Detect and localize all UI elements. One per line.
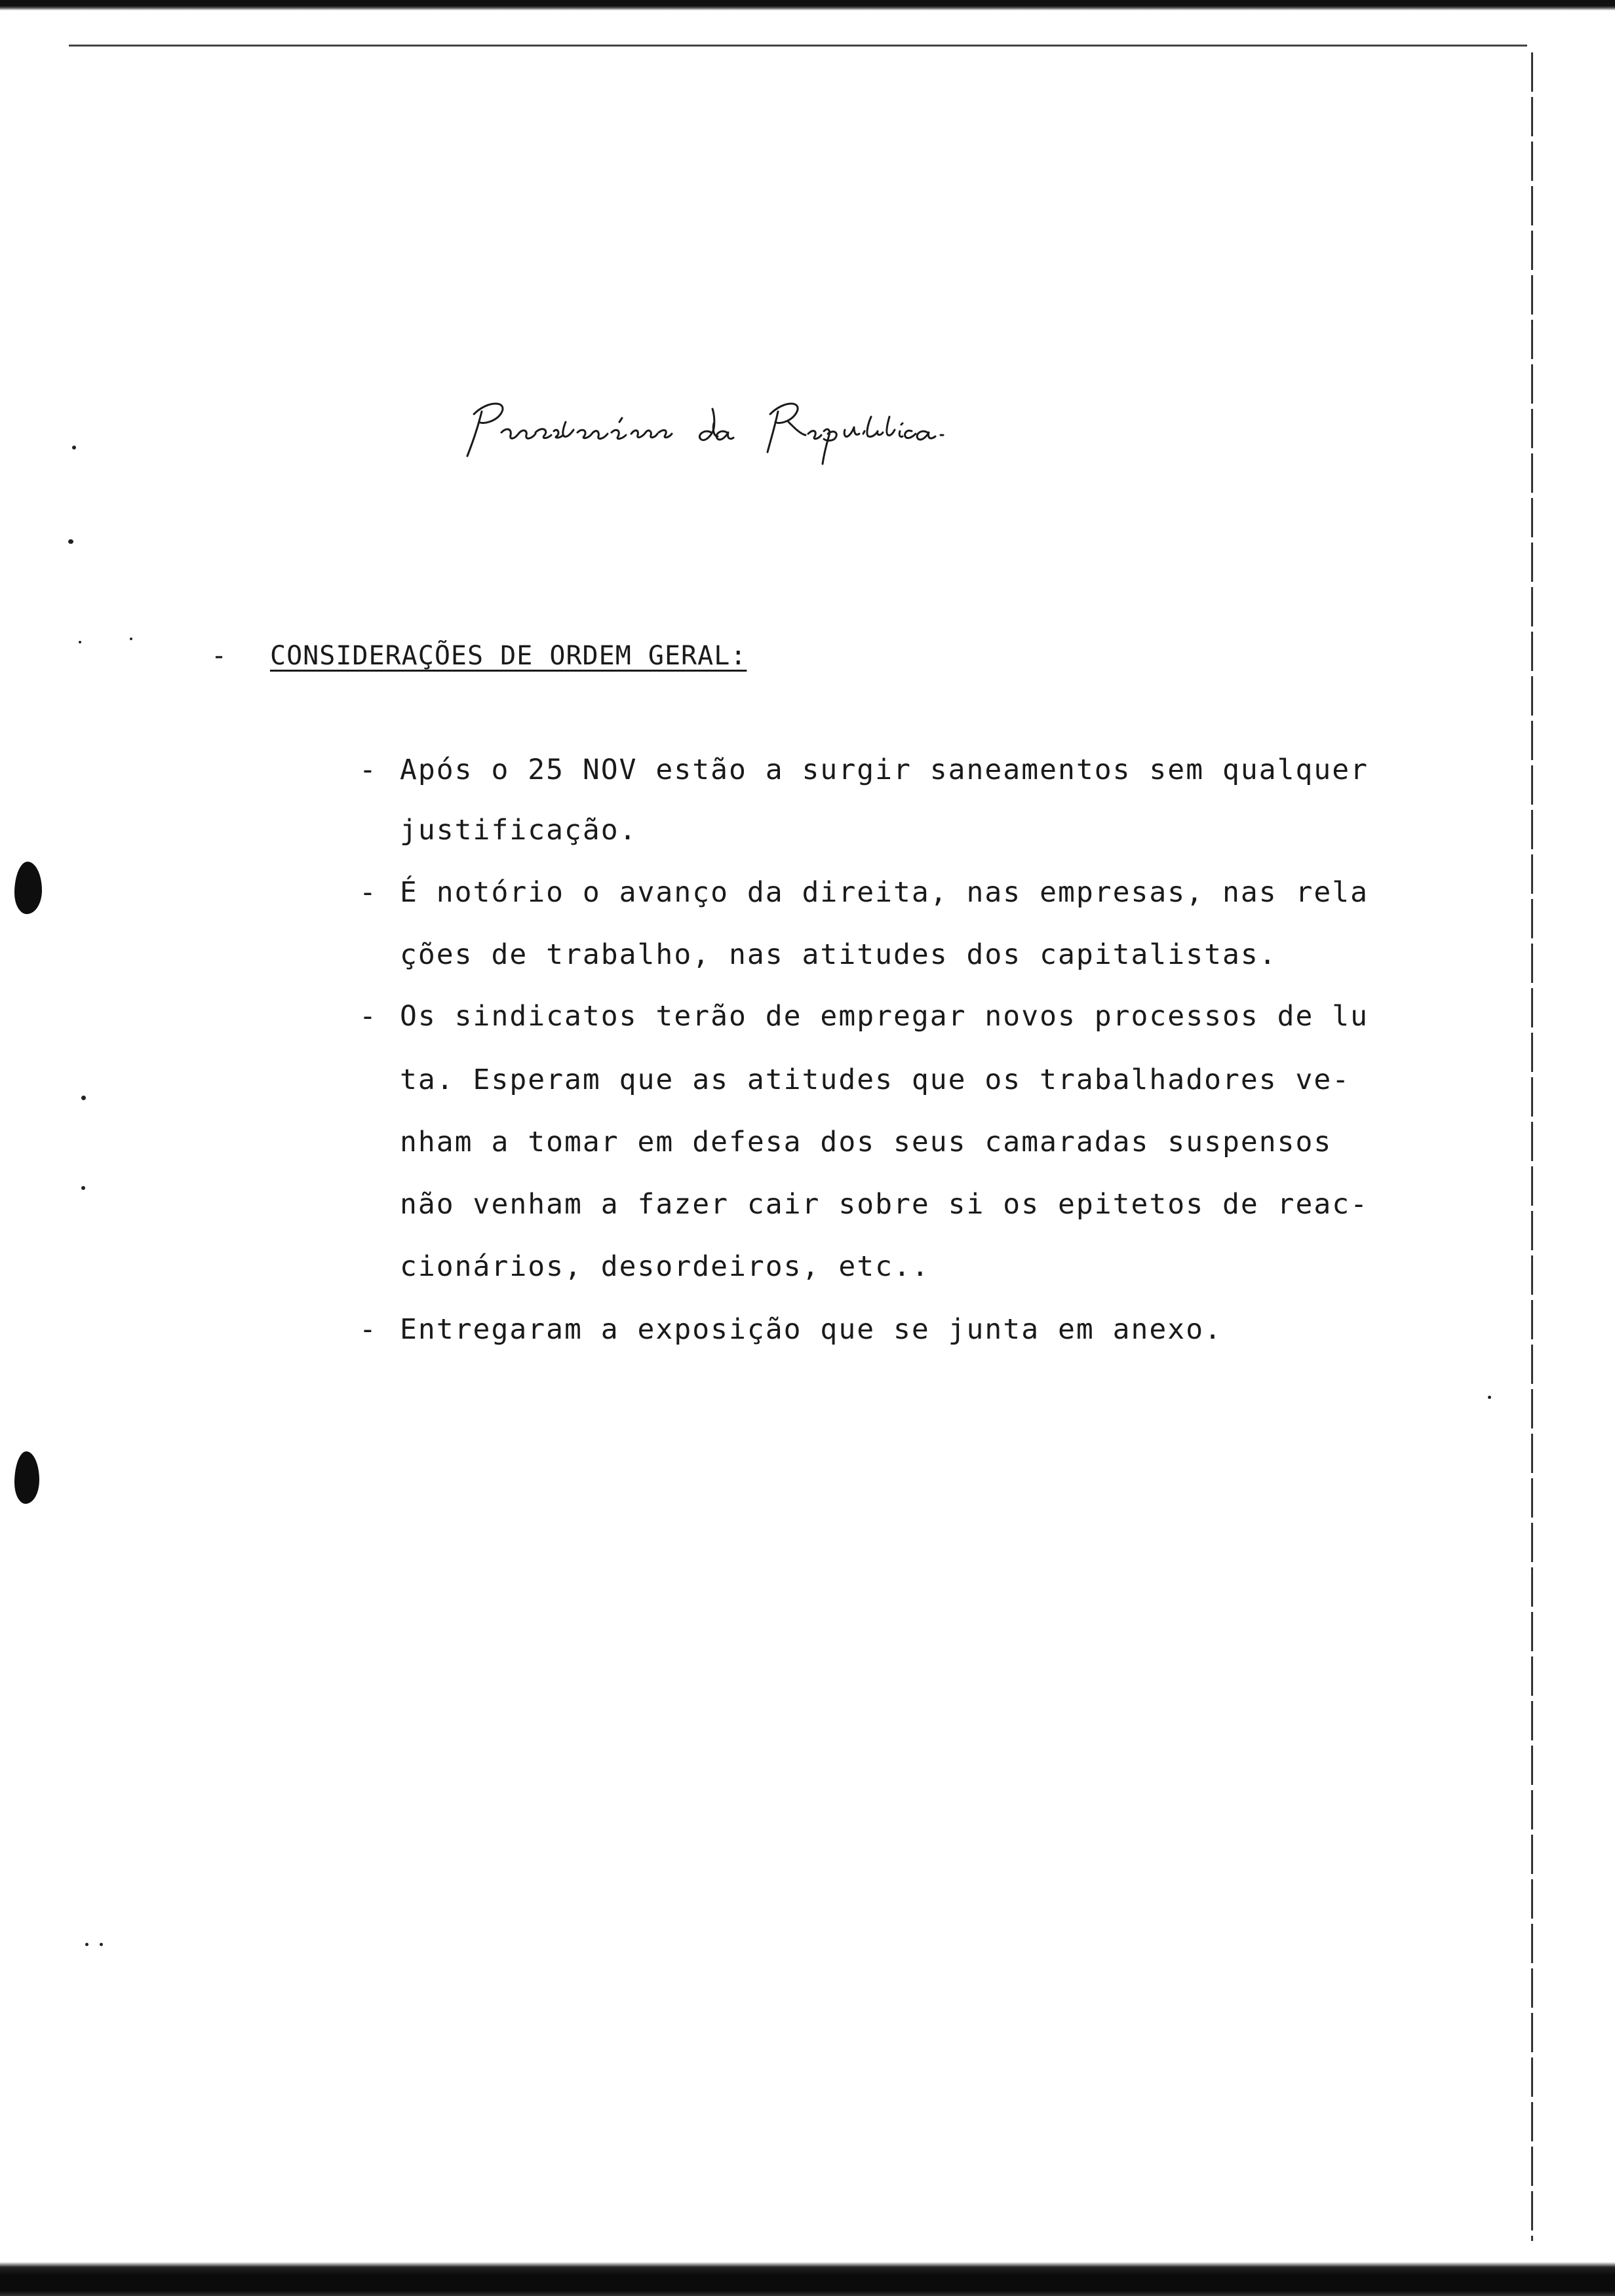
item-3-line-5: cionários, desordeiros, etc.. xyxy=(400,1250,930,1283)
top-rule-divider xyxy=(69,45,1527,47)
bullet-dash: - xyxy=(359,876,376,909)
section-heading: CONSIDERAÇÕES DE ORDEM GERAL: xyxy=(270,641,747,671)
item-3-line-1: Os sindicatos terão de empregar novos processos de lu xyxy=(400,1000,1369,1033)
right-margin-rule xyxy=(1531,52,1533,2241)
bullet-dash: - xyxy=(359,1313,376,1346)
item-3-line-3: nham a tomar em defesa dos seus camaradas suspensos xyxy=(400,1126,1333,1158)
scan-speck xyxy=(85,1943,88,1946)
bullet-dash: - xyxy=(359,754,376,786)
scan-bottom-edge xyxy=(0,2262,1615,2296)
item-1-line-1: Após o 25 NOV estão a surgir saneamentos sem qualquer xyxy=(400,754,1369,786)
scan-speck xyxy=(1488,1396,1491,1399)
scan-speck xyxy=(100,1943,103,1946)
scan-speck xyxy=(81,1096,86,1100)
punch-hole-mark-lower xyxy=(14,1451,39,1504)
bullet-dash: - xyxy=(359,1000,376,1033)
item-1-line-2: justificação. xyxy=(400,814,638,847)
scan-speck xyxy=(81,1186,85,1190)
item-2-line-2: ções de trabalho, nas atitudes dos capitalistas. xyxy=(400,938,1277,971)
scan-speck xyxy=(72,446,76,450)
section-heading-row xyxy=(211,633,1063,679)
letterhead-script xyxy=(462,393,973,472)
section-dash: - xyxy=(211,641,227,671)
item-2-line-1: É notório o avanço da direita, nas empresas, nas rela xyxy=(400,876,1369,909)
item-3-line-2: ta. Esperam que as atitudes que os trabalhadores ve- xyxy=(400,1063,1351,1096)
scan-top-edge xyxy=(0,0,1615,10)
scan-speck xyxy=(79,641,81,643)
punch-hole-mark-upper xyxy=(14,862,42,914)
scan-speck xyxy=(68,539,73,544)
item-3-line-4: não venham a fazer cair sobre si os epitetos de reac- xyxy=(400,1188,1369,1221)
scan-speck xyxy=(130,638,132,640)
item-4-line-1: Entregaram a exposição que se junta em anexo. xyxy=(400,1313,1222,1346)
